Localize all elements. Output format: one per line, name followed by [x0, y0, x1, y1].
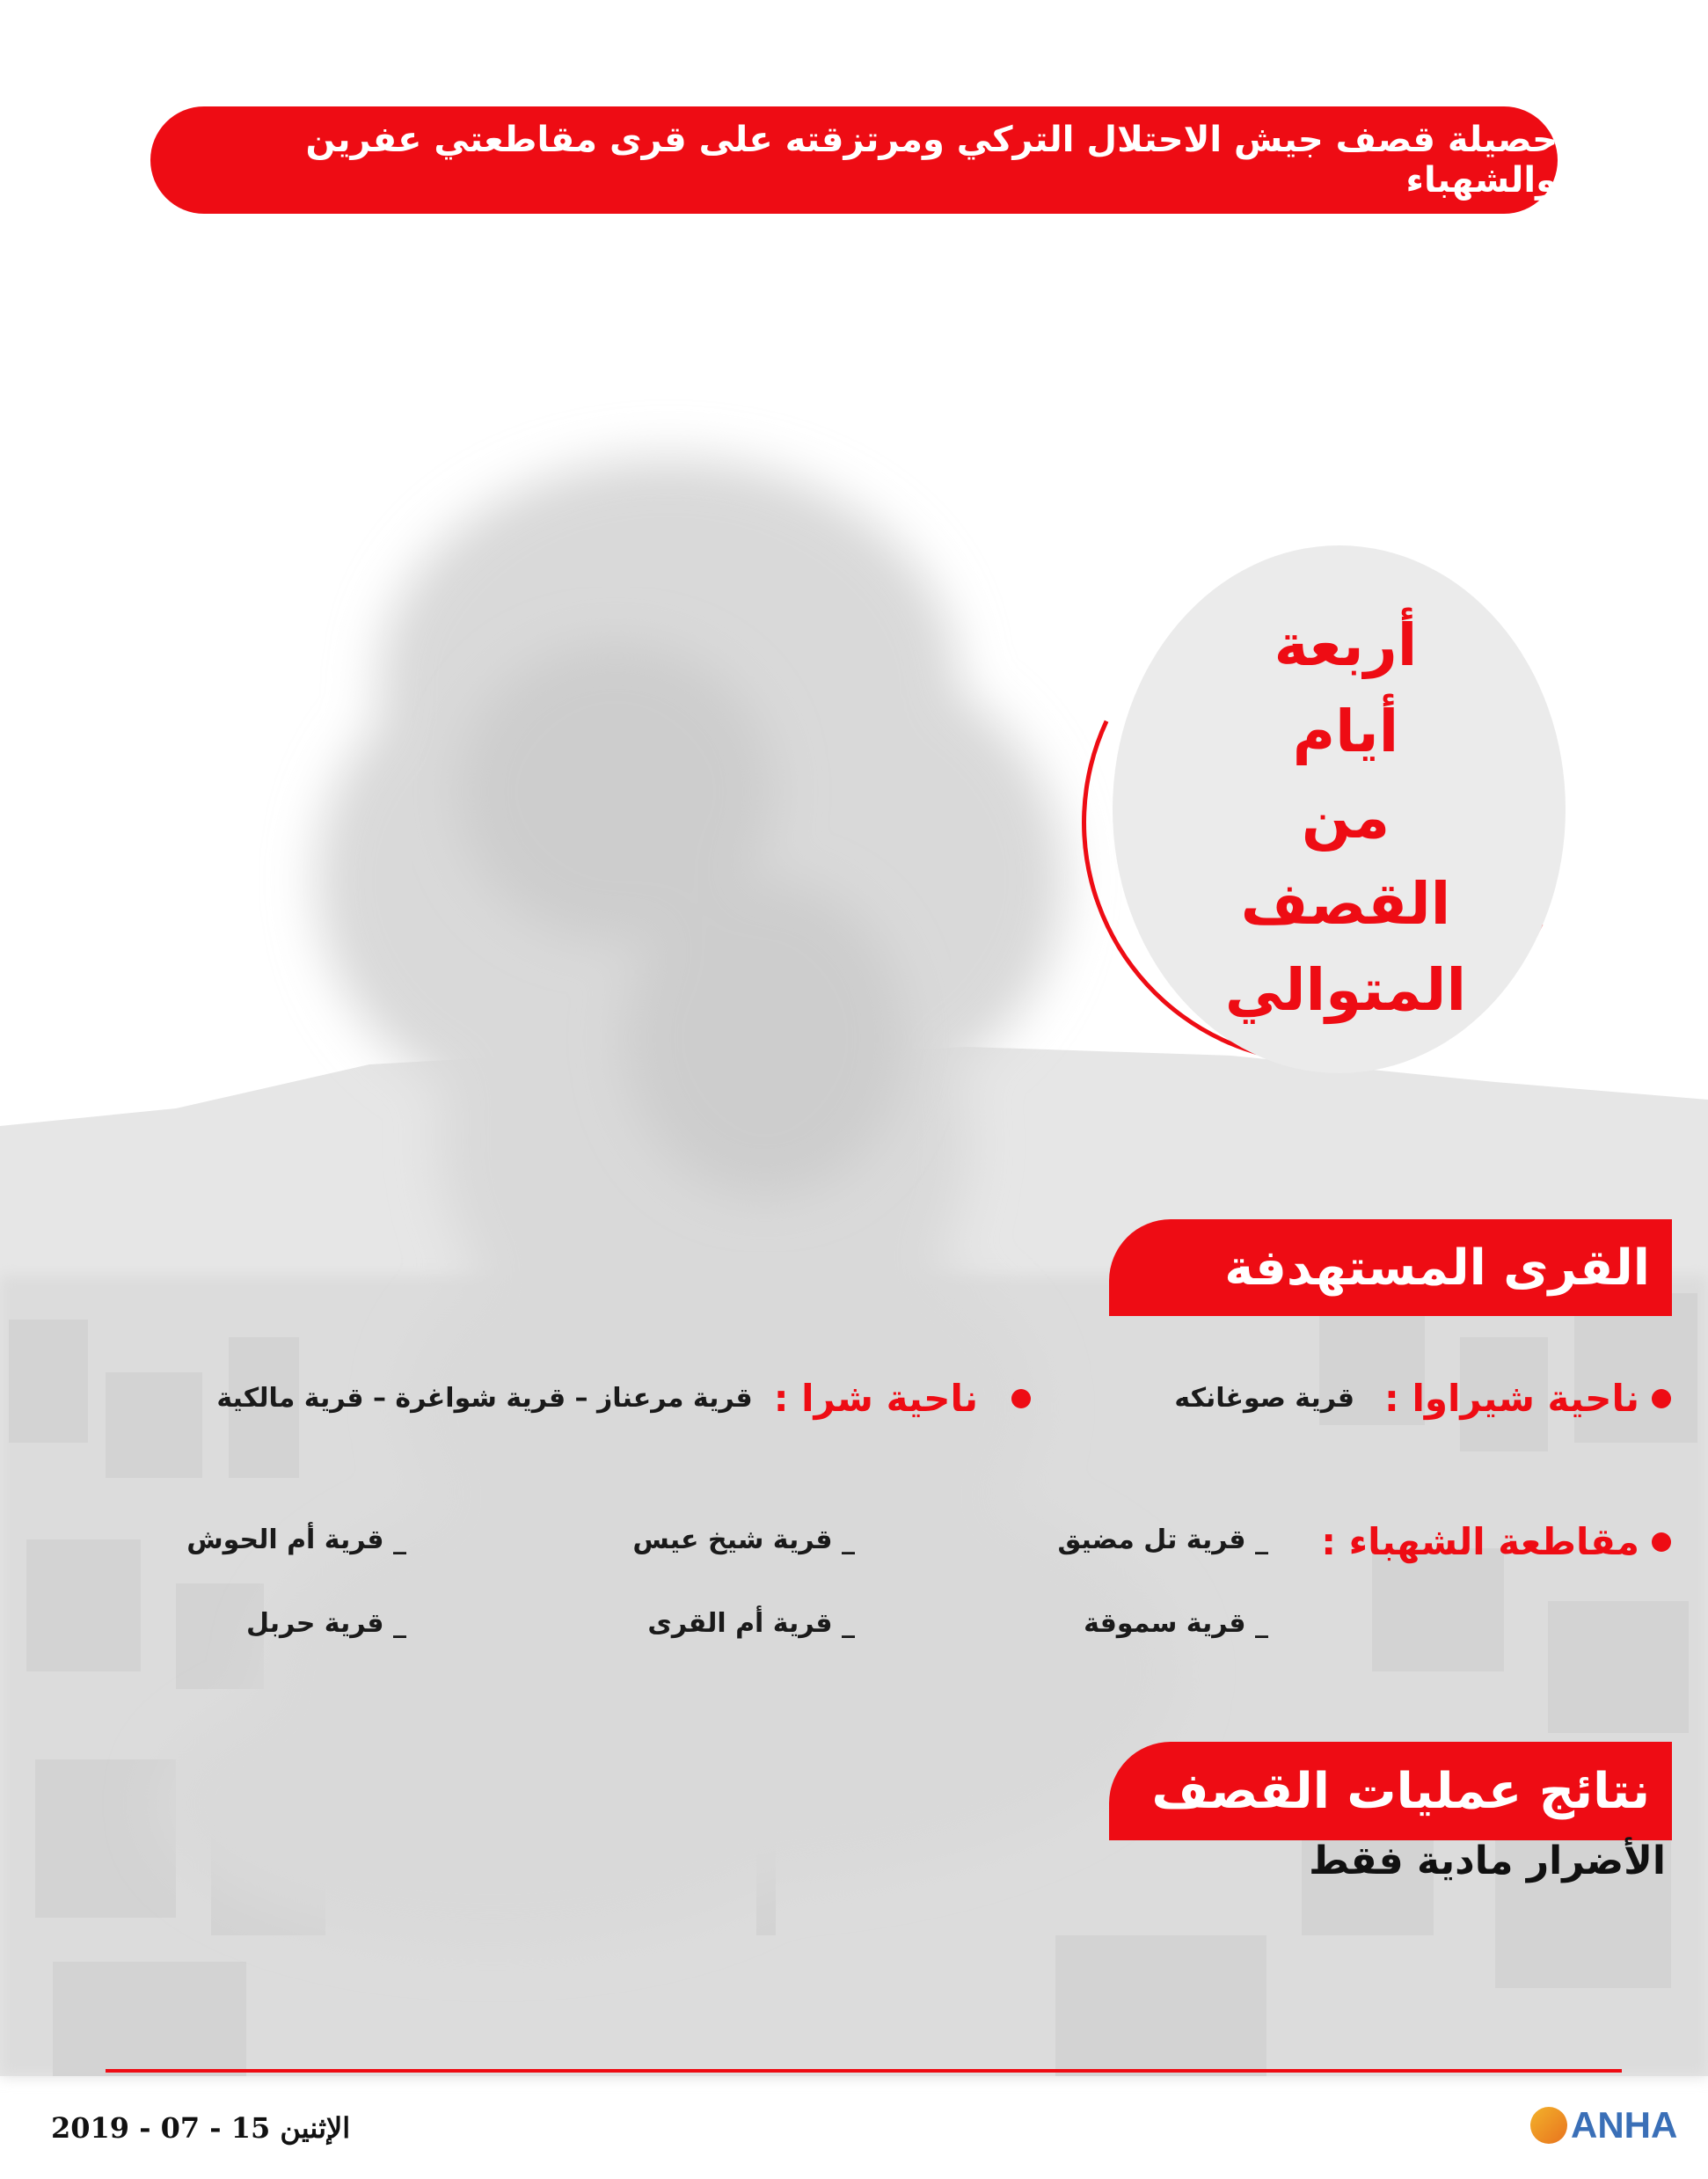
headline-text-group — [1117, 545, 1574, 1091]
globe-icon — [1530, 2107, 1567, 2144]
shahba-village: _ قرية شيخ عيس — [632, 1525, 855, 1555]
bullet-icon — [1011, 1389, 1031, 1408]
targeted-villages-tab — [1109, 1219, 1672, 1316]
area-sherawa-villages: قرية صوغانكه — [1174, 1383, 1355, 1414]
results-title: نتائج عمليات القصف — [1151, 1762, 1650, 1820]
bullet-icon — [1652, 1389, 1671, 1408]
area-sherawa — [1174, 1377, 1671, 1420]
headline-line-2: أيام — [1292, 698, 1399, 765]
headline-line-5: المتوالي — [1224, 956, 1467, 1024]
header-banner — [150, 106, 1558, 214]
anha-logo — [1530, 2104, 1677, 2146]
results-tab — [1109, 1742, 1672, 1840]
shahba-village: _ قرية حربل — [246, 1608, 406, 1639]
shahba-village: _ قرية أم القرى — [647, 1608, 855, 1639]
footer-divider — [106, 2069, 1622, 2073]
headline-line-1: أربعة — [1274, 611, 1418, 679]
area-shahba — [1321, 1520, 1671, 1563]
headline-line-3: من — [1301, 784, 1390, 852]
area-shera-label: ناحية شرا : — [773, 1377, 978, 1420]
bullet-icon — [1652, 1532, 1671, 1552]
shahba-village: _ قرية سموقة — [1084, 1608, 1268, 1639]
logo-text: ANHA — [1571, 2104, 1678, 2146]
footer-date: الإثنين 15 - 07 - 2019 — [51, 2111, 351, 2145]
result-text: الأضرار مادية فقط — [1309, 1839, 1666, 1883]
headline-line-4: القصف — [1240, 870, 1451, 938]
area-shahba-label: مقاطعة الشهباء : — [1321, 1520, 1639, 1563]
area-sherawa-label: ناحية شيراوا : — [1384, 1377, 1639, 1420]
targeted-villages-title: القرى المستهدفة — [1224, 1239, 1650, 1297]
shahba-village: _ قرية تل مضيق — [1057, 1525, 1268, 1555]
area-shera-villages: قرية مرعناز – قرية شواغرة – قرية مالكية — [216, 1383, 753, 1414]
area-shera — [216, 1377, 1031, 1420]
header-title: حصيلة قصف جيش الاحتلال التركي ومرتزقته على قرى مقاطعتي عفرين والشهباء — [305, 120, 1558, 201]
shahba-village: _ قرية أم الحوش — [186, 1525, 406, 1555]
